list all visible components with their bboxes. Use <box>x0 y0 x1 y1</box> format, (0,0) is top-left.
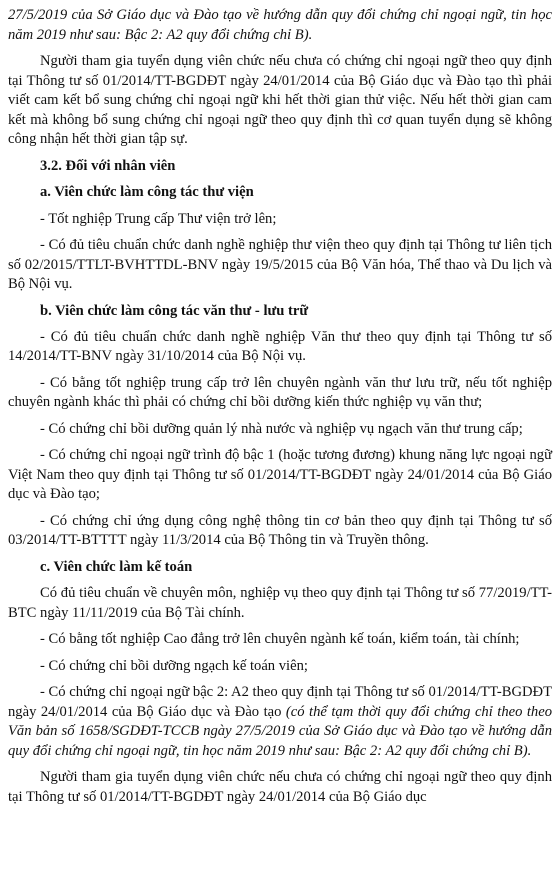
subheading-library: a. Viên chức làm công tác thư viện <box>40 184 254 201</box>
library-item-2: - Có đủ tiêu chuẩn chức danh nghề nghiệp thư viện theo quy định tại Thông tư liên tịch số 02/2015/TTLT-BVHTTDL-BNV ngày 19/5/2015 của Bộ Văn hóa, Thể thao và Du lịch và Bộ Nội vụ. <box>8 236 552 293</box>
accounting-intro: Có đủ tiêu chuẩn về chuyên môn, nghiệp vụ theo quy định tại Thông tư số 77/2019/TT-BTC ngày 11/11/2019 của Bộ Tài chính. <box>8 585 552 621</box>
accounting-item-1: - Có bằng tốt nghiệp Cao đẳng trở lên chuyên ngành kế toán, kiểm toán, tài chính; <box>40 631 520 648</box>
archive-item-1: - Có đủ tiêu chuẩn chức danh nghề nghiệp Văn thư theo quy định tại Thông tư số 14/2014/TT-BNV ngày 31/10/2014 của Bộ Nội vụ. <box>8 328 552 365</box>
archive-item-5: - Có chứng chỉ ứng dụng công nghệ thông tin cơ bản theo quy định tại Thông tư số 03/2014/TT-BTTTT ngày 11/3/2014 của Bộ Thông tin và Truyền thông. <box>8 512 552 549</box>
accounting-item-3 <box>8 683 552 761</box>
archive-item-2: - Có bằng tốt nghiệp trung cấp trở lên chuyên ngành văn thư lưu trữ, nếu tốt nghiệp chuyên ngành khác thì phải có chứng chỉ bồi dưỡng kiến thức nghiệp vụ văn thư; <box>8 374 552 411</box>
paragraph-language-commitment: Người tham gia tuyển dụng viên chức nếu chưa có chứng chỉ ngoại ngữ theo quy định tại Thông tư số 01/2014/TT-BGDĐT ngày 24/01/2014 của Bộ Giáo dục và Đào tạo thì phải viết cam kết bổ sung chứng chỉ ngoại ngữ khi hết thời gian thử việc. Nếu hết thời gian cam kết mà không bổ sung chứng chỉ ngoại ngữ theo quy định thì cơ quan tuyển dụng sẽ không công nhận hết thời gian tập sự. <box>8 52 552 148</box>
paragraph-continued-note: 27/5/2019 của Sở Giáo dục và Đào tạo về hướng dẫn quy đổi chứng chỉ ngoại ngữ, tin học năm 2019 như sau: Bậc 2: A2 quy đổi chứng chỉ B). <box>8 7 552 43</box>
library-item-1: - Tốt nghiệp Trung cấp Thư viện trở lên; <box>40 210 277 227</box>
archive-item-4: - Có chứng chỉ ngoại ngữ trình độ bậc 1 (hoặc tương đương) khung năng lực ngoại ngữ Việt Nam theo quy định tại Thông tư số 01/2014/TT-BGDĐT ngày 24/01/2014 của Bộ Giáo dục và Đào tạo; <box>8 447 552 503</box>
accounting-item-3-text: - Có chứng chỉ ngoại ngữ bậc 2: A2 theo quy định tại Thông tư số 01/2014/TT-BGDĐT ngày 24/01/2014 của Bộ Giáo dục và Đào tạo <box>8 683 552 720</box>
accounting-item-2: - Có chứng chỉ bồi dưỡng ngạch kế toán viên; <box>40 657 308 674</box>
subheading-accounting: c. Viên chức làm kế toán <box>40 558 193 575</box>
subheading-archive: b. Viên chức làm công tác văn thư - lưu trữ <box>40 302 309 319</box>
section-heading-3-2: 3.2. Đối với nhân viên <box>40 157 176 174</box>
paragraph-language-commitment-2: Người tham gia tuyển dụng viên chức nếu chưa có chứng chỉ ngoại ngữ theo quy định tại Thông tư số 01/2014/TT-BGDĐT ngày 24/01/2014 của Bộ Giáo dục <box>8 769 552 805</box>
accounting-item-3-note: (có thể tạm thời quy đổi chứng chỉ theo theo Văn bản số 1658/SGDĐT-TCCB ngày 27/5/2019 của Sở Giáo dục và Đào tạo về hướng dẫn quy đổi chứng chỉ ngoại ngữ, tin học năm 2019 như sau: Bậc 2: A2 quy đổi chứng chỉ B). <box>8 703 553 759</box>
archive-item-3: - Có chứng chỉ bồi dưỡng quản lý nhà nước và nghiệp vụ ngạch văn thư trung cấp; <box>40 420 523 437</box>
